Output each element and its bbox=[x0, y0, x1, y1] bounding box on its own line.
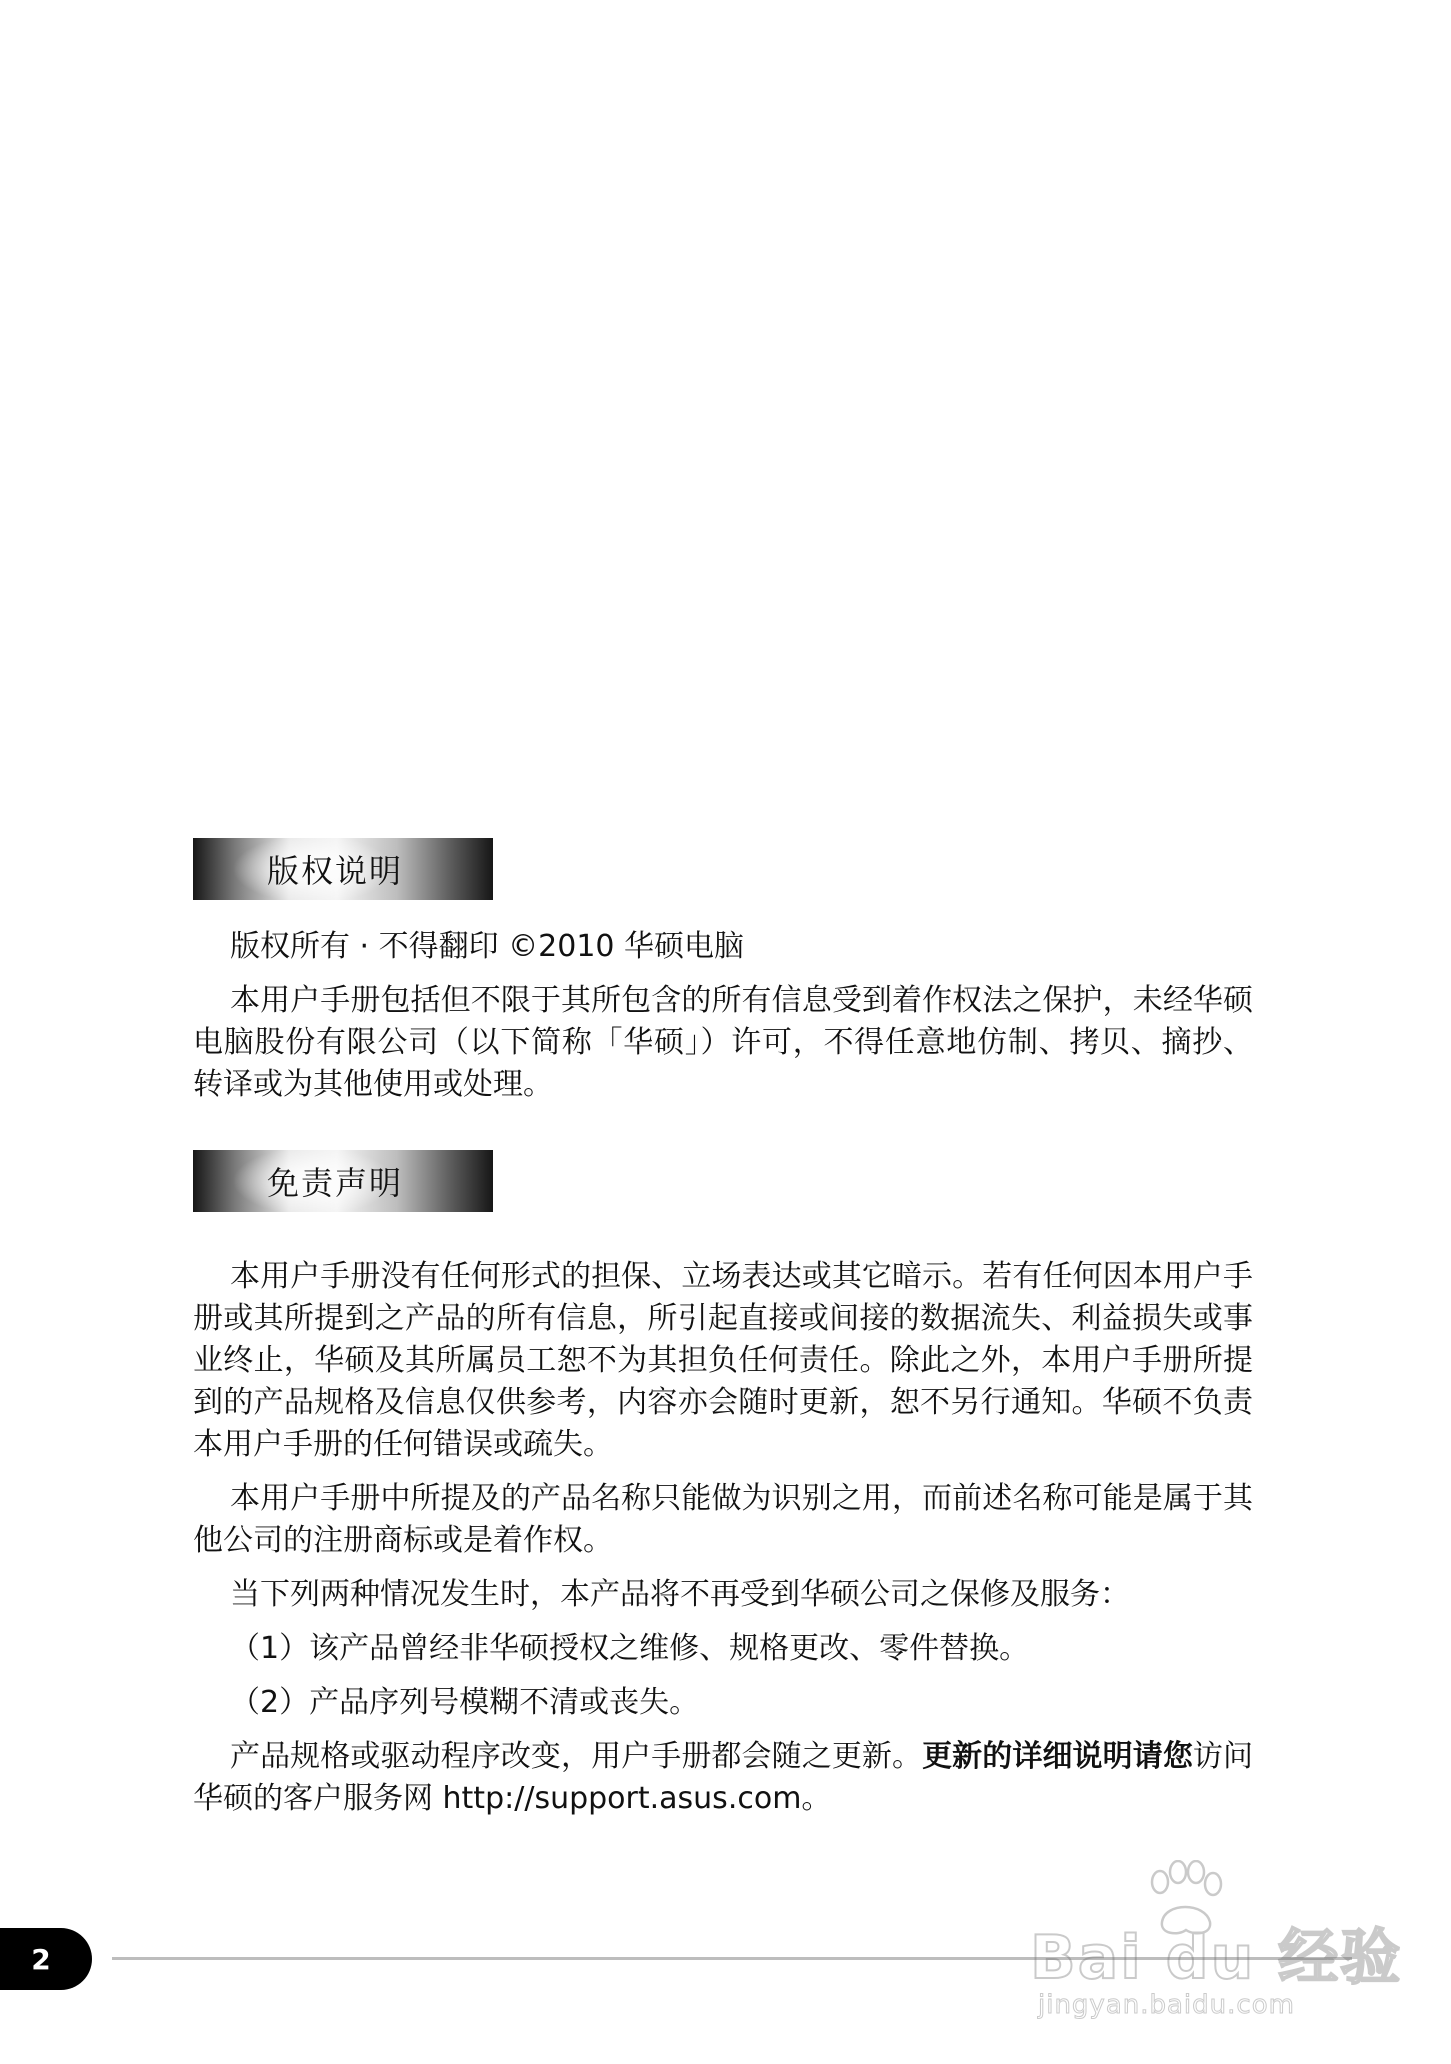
baidu-watermark bbox=[1030, 1860, 1450, 2060]
paragraph: 本用户手册没有任何形式的担保、立场表达或其它暗示。若有任何因本用户手册或其所提到之产品的所有信息，所引起直接或间接的数据流失、利益损失或事业终止，华硕及其所属员工恕不为其担负任何责任。除此之外，本用户手册所提到的产品规格及信息仅供参考，内容亦会随时更新，恕不另行通知。华硕不负责本用户手册的任何错误或疏失。 bbox=[193, 1259, 1253, 1462]
watermark-url: jingyan.baidu.com bbox=[1038, 1990, 1295, 2020]
page-number-badge bbox=[0, 1928, 92, 1990]
list-item: （1）该产品曾经非华硕授权之维修、规格更改、零件替换。 bbox=[230, 1631, 1030, 1666]
update-bold-text: 更新的详细说明请您 bbox=[922, 1739, 1193, 1774]
paragraph: 当下列两种情况发生时，本产品将不再受到华硕公司之保修及服务： bbox=[230, 1577, 1130, 1612]
paragraph-update bbox=[193, 1736, 1253, 1820]
section-title: 版权说明 bbox=[267, 852, 404, 890]
paragraph: 本用户手册中所提及的产品名称只能做为识别之用，而前述名称可能是属于其他公司的注册商标或是着作权。 bbox=[193, 1481, 1253, 1558]
update-text: 产品规格或驱动程序改变，用户手册都会随之更新。 bbox=[230, 1739, 923, 1774]
section-title: 免责声明 bbox=[267, 1164, 404, 1202]
page-number: 2 bbox=[31, 1942, 51, 1976]
paragraph: 本用户手册包括但不限于其所包含的所有信息受到着作权法之保护，未经华硕电脑股份有限公司（以下简称「华硕」）许可，不得任意地仿制、拷贝、摘抄、转译或为其他使用或处理。 bbox=[193, 983, 1253, 1102]
paragraph: 版权所有 · 不得翻印 ©2010 华硕电脑 bbox=[230, 929, 745, 964]
support-url-text: 访问华硕的客户服务网 http://support.asus.com。 bbox=[193, 1739, 1254, 1816]
watermark-logo: Bai du 经验 bbox=[1030, 1923, 1403, 1993]
page-content bbox=[193, 838, 1253, 1820]
list-item: （2）产品序列号模糊不清或丧失。 bbox=[230, 1685, 700, 1720]
section-header-copyright bbox=[193, 838, 493, 900]
section-header-disclaimer bbox=[193, 1150, 493, 1212]
